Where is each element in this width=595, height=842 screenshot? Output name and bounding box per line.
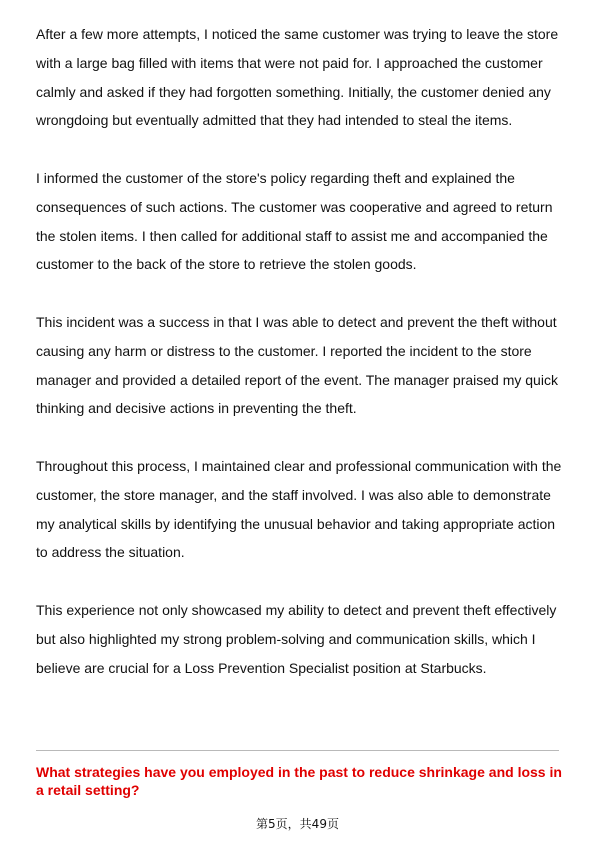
paragraph-3: This incident was a success in that I was able to detect and prevent the theft without causing any harm or distress to the customer. I reported the incident to the store manager and provided a detailed report of the event. The manager praised my quick thinking and decisive actions in preventing the theft. <box>36 313 558 417</box>
question-heading: What strategies have you employed in the past to reduce shrinkage and loss in a retail setting? <box>36 764 562 798</box>
answer-body <box>36 20 563 682</box>
paragraph-5: This experience not only showcased my ability to detect and prevent theft effectively but also highlighted my strong problem-solving and communication skills, which I believe are crucial for a Loss Prevention Specialist position at Starbucks. <box>36 601 557 676</box>
paragraph-4: Throughout this process, I maintained clear and professional communication with the customer, the store manager, and the staff involved. I was also able to demonstrate my analytical skills by identifying the unusual behavior and taking appropriate action to address the situation. <box>36 457 562 561</box>
paragraph-2: I informed the customer of the store's policy regarding theft and explained the consequences of such actions. The customer was cooperative and agreed to return the stolen items. I then called for additional staff to assist me and accompanied the customer to the back of the store to retrieve the stolen goods. <box>36 169 553 273</box>
page-number: 第5页，共49页 <box>256 817 339 831</box>
section-divider <box>36 750 559 751</box>
paragraph-1: After a few more attempts, I noticed the same customer was trying to leave the store with a large bag filled with items that were not paid for. I approached the customer calmly and asked if they had forgotten something. Initially, the customer denied any wrongdoing but eventually admitted that they had intended to steal the items. <box>36 26 559 129</box>
